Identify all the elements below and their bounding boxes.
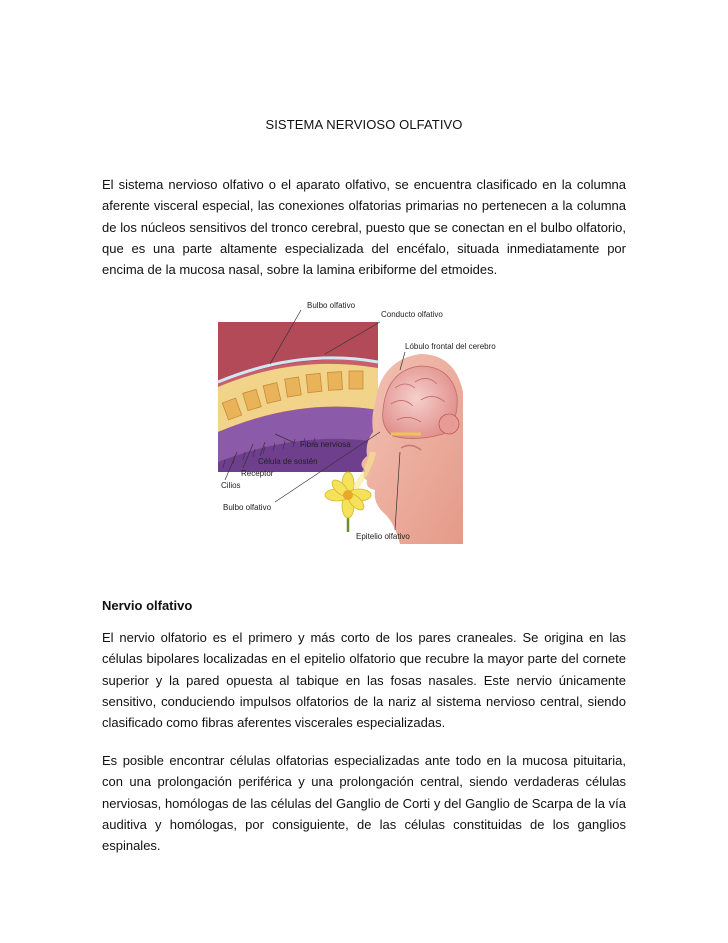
label-cilios: Cilios	[221, 481, 241, 490]
intro-paragraph: El sistema nervioso olfativo o el aparato olfativo, se encuentra clasificado en la columna aferente visceral especial, las conexiones olfatorias primarias no pertenecen a la columna de los núcleos sensitivos del tronco cerebral, puesto que se conectan en el bulbo olfatorio, que es una parte altamente especializada del encéfalo, situada inmediatamente por encima de la mucosa nasal, sobre la lamina eribiforme del etmoides.	[102, 177, 626, 278]
label-bulbo-olfativo-top: Bulbo olfativo	[307, 301, 356, 310]
olfactory-system-illustration	[215, 292, 496, 544]
label-receptor: Receptor	[241, 469, 274, 478]
label-conducto-olfativo: Conducto olfativo	[381, 310, 443, 319]
label-lobulo-frontal: Lóbulo frontal del cerebro	[405, 342, 496, 351]
section-heading: Nervio olfativo	[102, 598, 193, 613]
page-title: SISTEMA NERVIOSO OLFATIVO	[265, 117, 463, 132]
paragraph-nervio-olfativo: El nervio olfatorio es el primero y más corto de los pares craneales. Se origina en las células bipolares localizadas en el epitelio olfatorio que recubre la mayor parte del cornete superior y la pared opuesta al tabique en las fosas nasales. Este nervio únicamente sensitivo, conduciendo impulsos olfatorios de la nariz al sistema nervioso central, siendo clasificado como fibras aferentes viscerales especializadas.	[102, 630, 626, 731]
label-celula-sosten: Célula de sostén	[258, 457, 318, 466]
paragraph-celulas-olfatorias: Es posible encontrar células olfatorias especializadas ante todo en la mucosa pituitaria, con una prolongación periférica y una prolongación central, siendo verdaderas células nerviosas, homólogas de las células del Ganglio de Corti y del Ganglio de Scarpa de la vía auditiva y homólogas, por consiguiente, de las células constituidas de los ganglios espinales.	[102, 753, 626, 854]
label-bulbo-olfativo-bottom: Bulbo olfativo	[223, 503, 272, 512]
label-epitelio-olfativo: Epitelio olfativo	[356, 532, 410, 541]
label-fibra-nerviosa: Fibra nerviosa	[300, 440, 351, 449]
